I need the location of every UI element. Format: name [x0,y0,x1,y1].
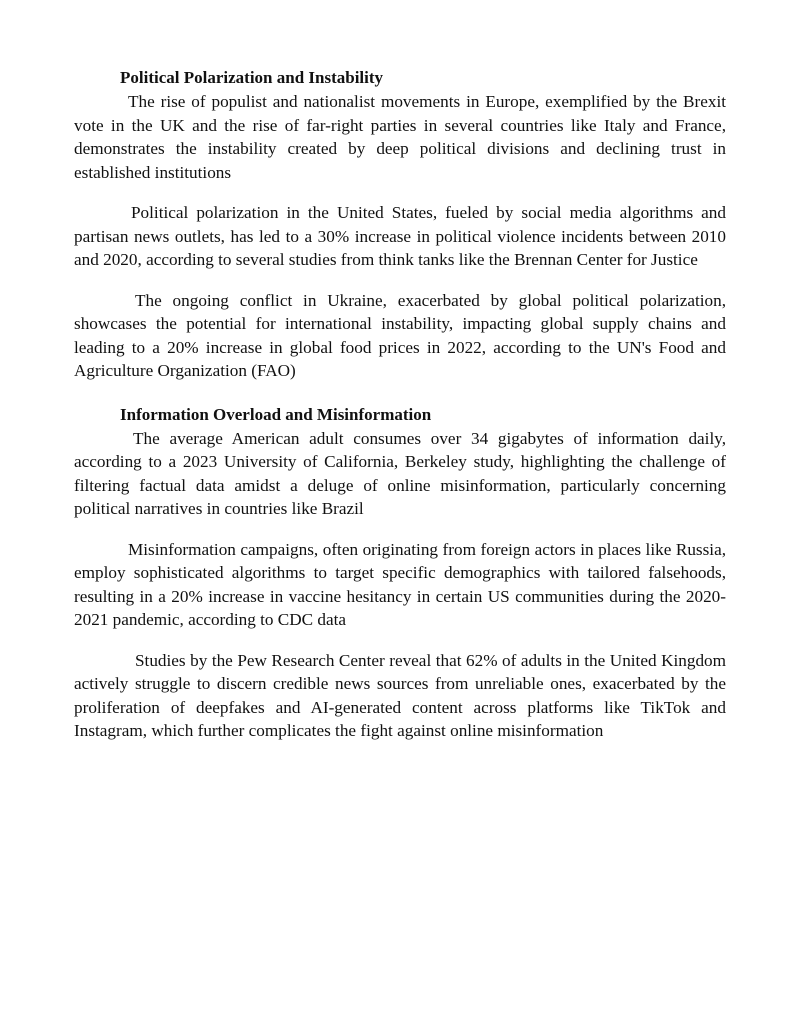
paragraph: The ongoing conflict in Ukraine, exacerbated by global political polarization, showcases the potential for international instability, impacting global supply chains and leading to a 20% increase in global food prices in 2022, according to the UN's Food and Agriculture Organization (FAO) [74,290,726,380]
paragraph: Studies by the Pew Research Center reveal that 62% of adults in the United Kingdom actively struggle to discern credible news sources from unreliable ones, exacerbated by the proliferation of deepfakes and AI-generated content across platforms like TikTok and Instagram, which further complicates the fight against online misinformation [74,650,726,740]
section-heading: Information Overload and Misinformation [120,404,432,424]
document-body [74,66,726,743]
paragraph: The rise of populist and nationalist movements in Europe, exemplified by the Brexit vote in the UK and the rise of far-right parties in several countries like Italy and France, demonstrates the instability created by deep political divisions and declining trust in established institutions [74,92,726,182]
paragraph: The average American adult consumes over 34 gigabytes of information daily, according to a 2023 University of California, Berkeley study, highlighting the challenge of filtering factual data amidst a deluge of online misinformation, particularly concerning political narratives in countries like Brazil [74,428,726,518]
paragraph: Misinformation campaigns, often originating from foreign actors in places like Russia, employ sophisticated algorithms to target specific demographics with tailored falsehoods, resulting in a 20% increase in vaccine hesitancy in certain US communities during the 2020-2021 pandemic, according to CDC data [74,539,726,629]
section-heading: Political Polarization and Instability [120,68,384,87]
paragraph: Political polarization in the United States, fueled by social media algorithms and partisan news outlets, has led to a 30% increase in political violence incidents between 2010 and 2020, according to several studies from think tanks like the Brennan Center for Justice [74,203,726,269]
